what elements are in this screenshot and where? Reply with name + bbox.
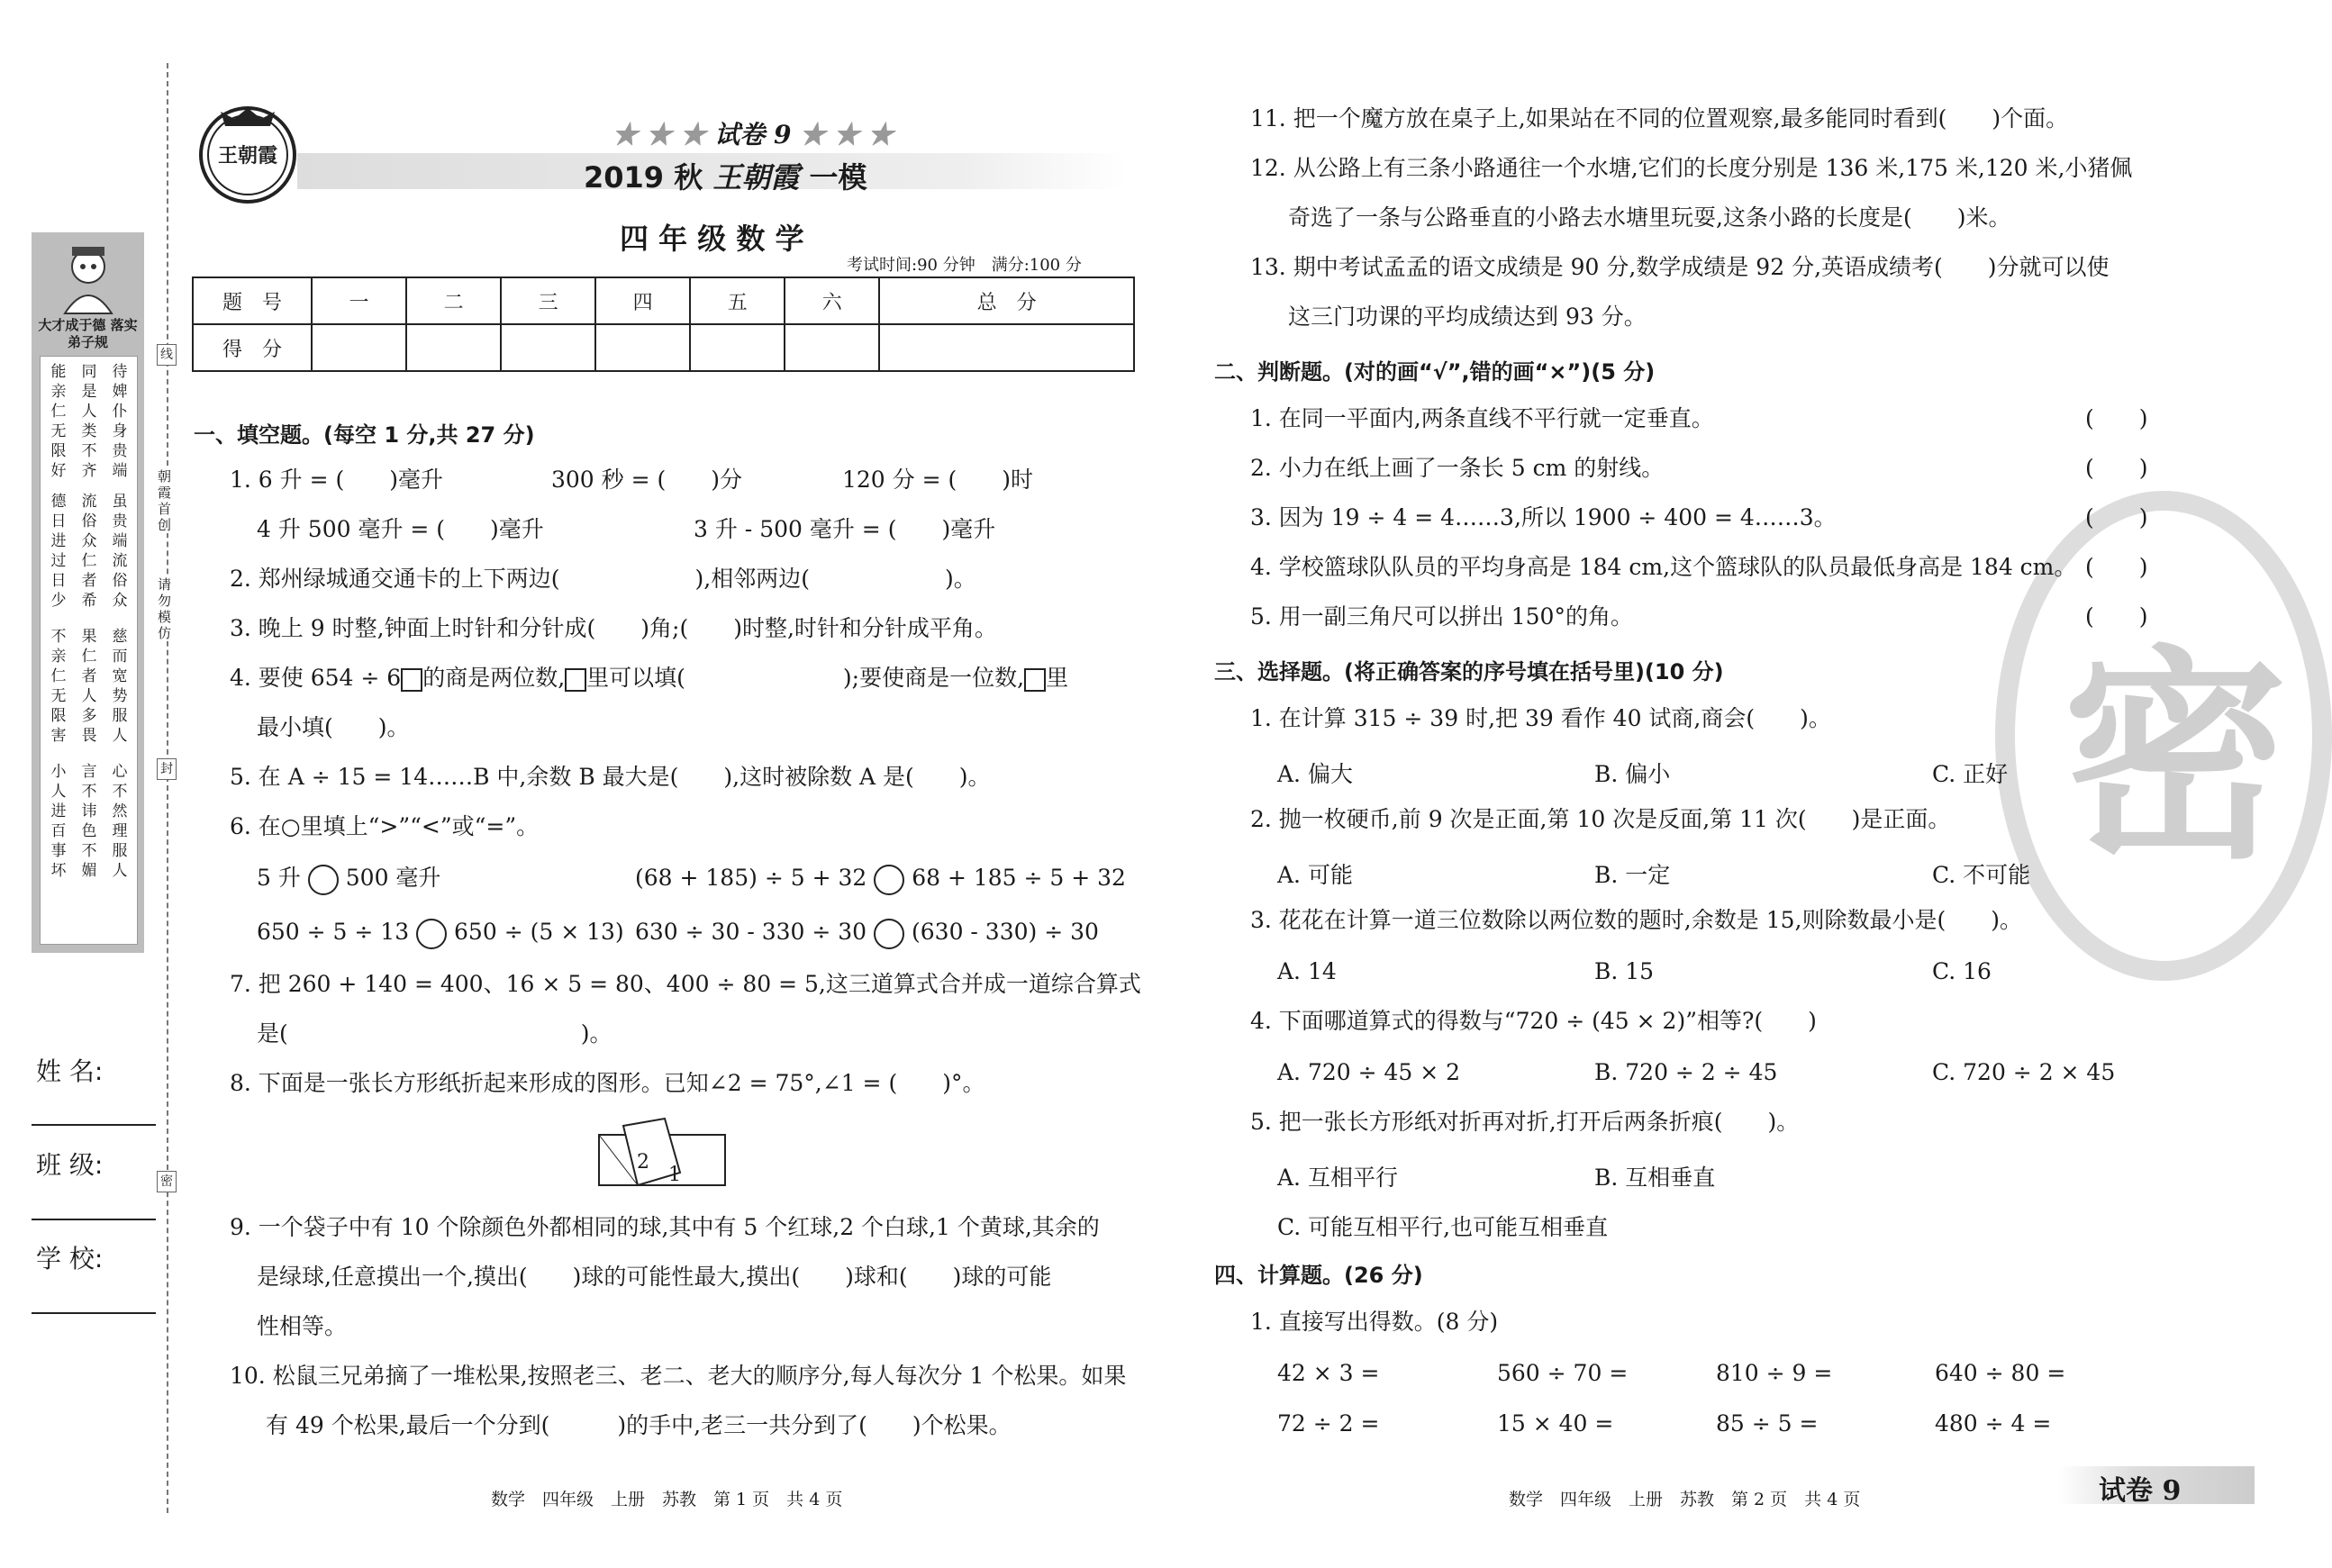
choice-4-option-b[interactable]: B. 720 ÷ 2 ÷ 45 bbox=[1594, 1059, 1778, 1085]
choice-3-option-c[interactable]: C. 16 bbox=[1932, 958, 1992, 984]
choice-2-option-c[interactable]: C. 不可能 bbox=[1932, 862, 2031, 888]
name-field[interactable] bbox=[32, 1124, 156, 1126]
question-1c: 120 分 = ( )时 bbox=[842, 467, 1034, 493]
judge-2: 2. 小力在纸上画了一条长 5 cm 的射线。 bbox=[1250, 455, 1665, 481]
exam-info: 考试时间:90 分钟 满分:100 分 bbox=[847, 256, 1082, 275]
score-header-cell: 二 bbox=[406, 277, 501, 324]
rule-col-2: 同是人类不齐 bbox=[81, 363, 97, 480]
watermark-text: 密 bbox=[2063, 627, 2288, 889]
sidebar-motto: 大才成于德 落实弟子规 bbox=[38, 317, 138, 350]
class-label: 班 级: bbox=[36, 1150, 104, 1180]
judge-4-answer[interactable]: ( ) bbox=[2085, 554, 2148, 580]
folded-paper-figure bbox=[594, 1117, 730, 1189]
question-9a: 9. 一个袋子中有 10 个除颜色外都相同的球,其中有 5 个红球,2 个白球,1 个黄球,其余的 bbox=[230, 1214, 1100, 1240]
page-footer-right: 数学 四年级 上册 苏教 第 2 页 共 4 页 bbox=[1509, 1490, 1861, 1509]
spine-mark-line: 线 bbox=[157, 344, 177, 366]
score-input-cell[interactable] bbox=[312, 324, 406, 371]
question-12b: 奇选了一条与公路垂直的小路去水塘里玩耍,这条小路的长度是( )米。 bbox=[1288, 204, 2011, 231]
judge-3: 3. 因为 19 ÷ 4 = 4……3,所以 1900 ÷ 400 = 4……3。 bbox=[1250, 504, 1837, 530]
choice-4-option-a[interactable]: A. 720 ÷ 45 × 2 bbox=[1277, 1059, 1461, 1085]
choice-5-option-c[interactable]: C. 可能互相平行,也可能互相垂直 bbox=[1277, 1214, 1609, 1240]
choice-5-option-a[interactable]: A. 互相平行 bbox=[1277, 1165, 1398, 1191]
question-1b: 300 秒 = ( )分 bbox=[551, 467, 743, 493]
compare-circle-icon bbox=[308, 865, 339, 895]
mascot-figure bbox=[47, 241, 130, 315]
corner-paper-label: 试卷 9 bbox=[2099, 1475, 2182, 1507]
choice-3-option-a[interactable]: A. 14 bbox=[1277, 958, 1337, 984]
svg-text:王朝霞: 王朝霞 bbox=[217, 144, 278, 168]
question-6: 6. 在○里填上“>”“<”或“=”。 bbox=[230, 813, 540, 839]
score-value-row bbox=[193, 324, 1134, 371]
judge-5: 5. 用一副三角尺可以拼出 150°的角。 bbox=[1250, 603, 1633, 630]
question-11: 11. 把一个魔方放在桌子上,如果站在不同的位置观察,最多能同时看到( )个面。 bbox=[1250, 105, 2069, 131]
score-header-cell: 一 bbox=[312, 277, 406, 324]
calc-item: 15 × 40 = bbox=[1497, 1410, 1614, 1437]
question-6d: 630 ÷ 30 - 330 ÷ 30 (630 - 330) ÷ 30 bbox=[635, 917, 1099, 949]
spine-mark-seal: 封 bbox=[157, 758, 177, 780]
score-header-cell: 四 bbox=[595, 277, 690, 324]
brand-logo bbox=[194, 99, 302, 207]
rule-col-1: 待婢仆身贵端 bbox=[112, 363, 128, 480]
section-choice: 三、选择题。(将正确答案的序号填在括号里)(10 分) bbox=[1214, 659, 1724, 684]
rule-col-8: 果仁者人多畏 bbox=[81, 628, 97, 745]
question-13a: 13. 期中考试孟孟的语文成绩是 90 分,数学成绩是 92 分,英语成绩考( )分就可以使 bbox=[1250, 254, 2110, 280]
score-table bbox=[192, 276, 1135, 372]
section-true-false: 二、判断题。(对的画“√”,错的画“×”)(5 分) bbox=[1214, 359, 1656, 385]
page-footer-left: 数学 四年级 上册 苏教 第 1 页 共 4 页 bbox=[491, 1490, 843, 1509]
choice-2-option-b[interactable]: B. 一定 bbox=[1594, 862, 1671, 888]
sidebar-rules-panel bbox=[40, 356, 138, 945]
calc-item: 810 ÷ 9 = bbox=[1716, 1360, 1833, 1386]
spine-text-1: 朝霞首创 bbox=[158, 468, 176, 533]
question-7a: 7. 把 260 + 140 = 400、16 × 5 = 80、400 ÷ 80 = 5,这三道算式合并成一道综合算式 bbox=[230, 971, 1141, 997]
score-header-cell: 总 分 bbox=[879, 277, 1134, 324]
question-1d: 4 升 500 毫升 = ( )毫升 bbox=[257, 516, 544, 542]
blank-square-icon bbox=[401, 668, 422, 692]
choice-1-option-a[interactable]: A. 偏大 bbox=[1277, 761, 1353, 787]
question-6c: 650 ÷ 5 ÷ 13 650 ÷ (5 × 13) bbox=[257, 917, 624, 949]
question-13b: 这三门功课的平均成绩达到 93 分。 bbox=[1288, 304, 1647, 330]
choice-1-option-c[interactable]: C. 正好 bbox=[1932, 761, 2009, 787]
subject-title: 四 年 级 数 学 bbox=[620, 222, 804, 256]
score-input-cell[interactable] bbox=[690, 324, 785, 371]
question-12a: 12. 从公路上有三条小路通往一个水塘,它们的长度分别是 136 米,175 米,120 米,小猪佩 bbox=[1250, 155, 2133, 181]
score-input-cell[interactable] bbox=[785, 324, 879, 371]
compare-circle-icon bbox=[874, 865, 904, 895]
blank-square-icon bbox=[1024, 668, 1046, 692]
choice-1-option-b[interactable]: B. 偏小 bbox=[1594, 761, 1671, 787]
choice-1: 1. 在计算 315 ÷ 39 时,把 39 看作 40 试商,商会( )。 bbox=[1250, 705, 1831, 731]
score-header-cell: 六 bbox=[785, 277, 879, 324]
judge-1: 1. 在同一平面内,两条直线不平行就一定垂直。 bbox=[1250, 405, 1714, 431]
question-8: 8. 下面是一张长方形纸折起来形成的图形。已知∠2 = 75°,∠1 = ( )°。 bbox=[230, 1070, 985, 1096]
choice-3: 3. 花花在计算一道三位数除以两位数的题时,余数是 15,则除数最小是( )。 bbox=[1250, 907, 2022, 933]
question-2: 2. 郑州绿城通交通卡的上下两边( ),相邻两边( )。 bbox=[230, 566, 976, 592]
compare-circle-icon bbox=[416, 919, 447, 949]
name-label: 姓 名: bbox=[36, 1056, 104, 1086]
score-header-cell: 题 号 bbox=[193, 277, 312, 324]
question-4b: 最小填( )。 bbox=[257, 714, 410, 740]
rule-col-7: 慈而宽势服人 bbox=[112, 628, 128, 745]
question-1e: 3 升 - 500 毫升 = ( )毫升 bbox=[694, 516, 996, 542]
rule-col-10: 心不然理服人 bbox=[112, 763, 128, 880]
cut-line bbox=[167, 63, 168, 1513]
calc-item: 480 ÷ 4 = bbox=[1935, 1410, 2052, 1437]
score-header-cell: 五 bbox=[690, 277, 785, 324]
judge-1-answer[interactable]: ( ) bbox=[2085, 405, 2148, 431]
score-header-cell: 三 bbox=[501, 277, 595, 324]
exam-title: 2019 秋 王朝霞 一模 bbox=[584, 160, 867, 195]
angle-label-2: 2 bbox=[637, 1151, 649, 1174]
choice-5: 5. 把一张长方形纸对折再对折,打开后两条折痕( )。 bbox=[1250, 1109, 1800, 1135]
question-1a: 1. 6 升 = ( )毫升 bbox=[230, 467, 443, 493]
score-header-row bbox=[193, 277, 1134, 324]
section-calculation: 四、计算题。(26 分) bbox=[1214, 1263, 1423, 1288]
angle-label-1: 1 bbox=[668, 1164, 681, 1186]
choice-2-option-a[interactable]: A. 可能 bbox=[1277, 862, 1353, 888]
judge-2-answer[interactable]: ( ) bbox=[2085, 455, 2148, 481]
question-7b: 是( )。 bbox=[257, 1020, 612, 1047]
calc-item: 85 ÷ 5 = bbox=[1716, 1410, 1819, 1437]
calc-item: 560 ÷ 70 = bbox=[1497, 1360, 1629, 1386]
choice-4: 4. 下面哪道算式的得数与“720 ÷ (45 × 2)”相等?( ) bbox=[1250, 1008, 1817, 1034]
score-row-label: 得 分 bbox=[193, 324, 312, 371]
question-6b: (68 + 185) ÷ 5 + 32 68 + 185 ÷ 5 + 32 bbox=[635, 863, 1126, 895]
score-input-cell[interactable] bbox=[501, 324, 595, 371]
question-4a: 4. 要使 654 ÷ 6 的商是两位数, 里可以填( );要使商是一位数, 里 bbox=[230, 665, 1069, 691]
rule-col-4: 虽贵端流俗众 bbox=[112, 493, 128, 610]
question-5: 5. 在 A ÷ 15 = 14……B 中,余数 B 最大是( ),这时被除数 A 是( )。 bbox=[230, 764, 991, 790]
blank-square-icon bbox=[565, 668, 586, 692]
school-label: 学 校: bbox=[36, 1244, 104, 1273]
paper-label: ★ ★ ★ 试卷 9 ★ ★ ★ bbox=[612, 120, 894, 150]
choice-2: 2. 抛一枚硬币,前 9 次是正面,第 10 次是反面,第 11 次( )是正面。 bbox=[1250, 806, 1951, 832]
question-9c: 性相等。 bbox=[257, 1313, 348, 1339]
judge-3-answer[interactable]: ( ) bbox=[2085, 504, 2148, 530]
rule-col-5: 流俗众仁者希 bbox=[81, 493, 97, 610]
compare-circle-icon bbox=[874, 919, 904, 949]
calc-item: 640 ÷ 80 = bbox=[1935, 1360, 2066, 1386]
school-field[interactable] bbox=[32, 1312, 156, 1314]
calc-item: 42 × 3 = bbox=[1277, 1360, 1380, 1386]
rule-col-6: 德日进过日少 bbox=[50, 493, 67, 610]
spine-text-2: 请勿模仿 bbox=[158, 576, 176, 641]
spine-mark-secret: 密 bbox=[157, 1171, 177, 1192]
rule-col-3: 能亲仁无限好 bbox=[50, 363, 67, 480]
calc-1: 1. 直接写出得数。(8 分) bbox=[1250, 1309, 1499, 1335]
rule-col-12: 小人进百事坏 bbox=[50, 763, 67, 880]
question-10b: 有 49 个松果,最后一个分到( )的手中,老三一共分到了( )个松果。 bbox=[266, 1412, 1012, 1438]
judge-5-answer[interactable]: ( ) bbox=[2085, 603, 2148, 630]
calc-item: 72 ÷ 2 = bbox=[1277, 1410, 1380, 1437]
question-6a: 5 升 500 毫升 bbox=[257, 863, 440, 895]
question-3: 3. 晚上 9 时整,钟面上时针和分针成( )角;( )时整,时针和分针成平角。 bbox=[230, 615, 997, 641]
choice-4-option-c[interactable]: C. 720 ÷ 2 × 45 bbox=[1932, 1059, 2116, 1085]
score-input-cell[interactable] bbox=[406, 324, 501, 371]
class-field[interactable] bbox=[32, 1219, 156, 1220]
score-input-cell[interactable] bbox=[879, 324, 1134, 371]
rule-col-11: 言不讳色不媚 bbox=[81, 763, 97, 880]
choice-5-option-b[interactable]: B. 互相垂直 bbox=[1594, 1165, 1716, 1191]
score-input-cell[interactable] bbox=[595, 324, 690, 371]
section-fill-in: 一、填空题。(每空 1 分,共 27 分) bbox=[194, 422, 535, 448]
rule-col-9: 不亲仁无限害 bbox=[50, 628, 67, 745]
question-10a: 10. 松鼠三兄弟摘了一堆松果,按照老三、老二、老大的顺序分,每人每次分 1 个松果。如果 bbox=[230, 1363, 1127, 1389]
judge-4: 4. 学校篮球队队员的平均身高是 184 cm,这个篮球队的队员最低身高是 184 cm。 bbox=[1250, 554, 2077, 580]
choice-3-option-b[interactable]: B. 15 bbox=[1594, 958, 1655, 984]
question-9b: 是绿球,任意摸出一个,摸出( )球的可能性最大,摸出( )球和( )球的可能 bbox=[257, 1264, 1052, 1290]
